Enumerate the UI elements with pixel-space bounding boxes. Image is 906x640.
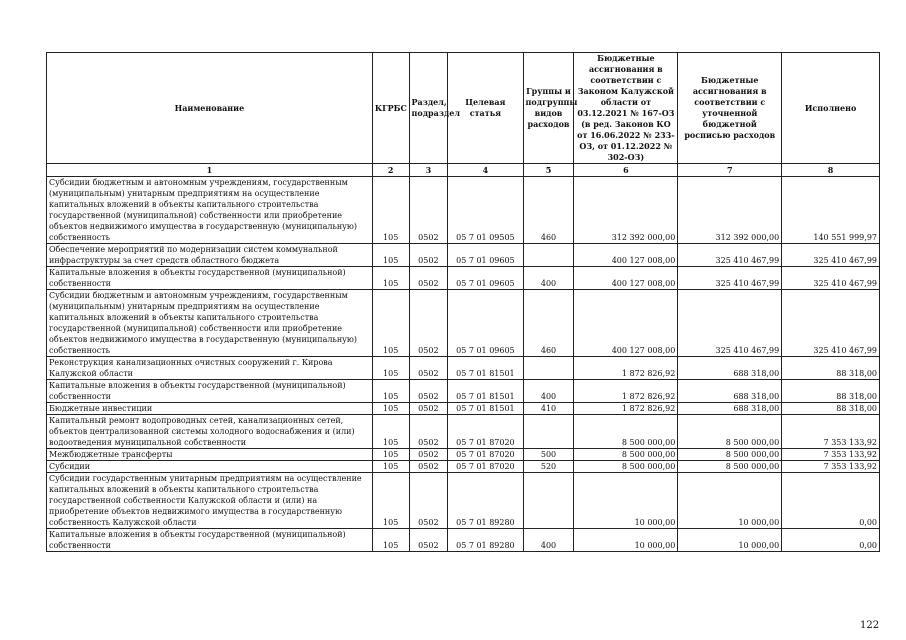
cell-section: 0502	[409, 357, 448, 380]
table-row	[47, 177, 880, 244]
table-row	[47, 449, 880, 461]
column-number: 2	[372, 164, 409, 177]
table-row	[47, 380, 880, 403]
cell-kgrbs: 105	[372, 473, 409, 529]
cell-executed: 325 410 467,99	[782, 290, 880, 357]
header-executed: Исполнено	[782, 53, 880, 164]
cell-section: 0502	[409, 267, 448, 290]
cell-revised: 8 500 000,00	[678, 415, 782, 449]
cell-executed: 325 410 467,99	[782, 267, 880, 290]
cell-name: Обеспечение мероприятий по модернизации систем коммунальной инфраструктуры за счет средств областного бюджета	[47, 244, 373, 267]
table-row	[47, 357, 880, 380]
cell-executed: 0,00	[782, 529, 880, 552]
cell-group	[523, 473, 574, 529]
header-name: Наименование	[47, 53, 373, 164]
cell-section: 0502	[409, 449, 448, 461]
cell-section: 0502	[409, 415, 448, 449]
cell-section: 0502	[409, 244, 448, 267]
cell-name: Бюджетные инвестиции	[47, 403, 373, 415]
cell-group: 400	[523, 267, 574, 290]
cell-revised: 8 500 000,00	[678, 461, 782, 473]
cell-law: 8 500 000,00	[574, 449, 678, 461]
cell-kgrbs: 105	[372, 529, 409, 552]
cell-group: 520	[523, 461, 574, 473]
cell-law: 8 500 000,00	[574, 461, 678, 473]
cell-revised: 688 318,00	[678, 403, 782, 415]
table-row	[47, 403, 880, 415]
cell-executed: 88 318,00	[782, 380, 880, 403]
cell-name: Капитальные вложения в объекты государственной (муниципальной) собственности	[47, 529, 373, 552]
cell-kgrbs: 105	[372, 403, 409, 415]
cell-kgrbs: 105	[372, 267, 409, 290]
cell-revised: 325 410 467,99	[678, 244, 782, 267]
cell-law: 10 000,00	[574, 473, 678, 529]
cell-target: 05 7 01 09605	[448, 267, 523, 290]
cell-revised: 10 000,00	[678, 529, 782, 552]
budget-table	[46, 52, 880, 552]
cell-group	[523, 415, 574, 449]
cell-law: 1 872 826,92	[574, 403, 678, 415]
cell-law: 1 872 826,92	[574, 380, 678, 403]
column-number: 6	[574, 164, 678, 177]
cell-group: 500	[523, 449, 574, 461]
cell-name: Капитальные вложения в объекты государственной (муниципальной) собственности	[47, 267, 373, 290]
cell-executed: 0,00	[782, 473, 880, 529]
cell-name: Реконструкция канализационных очистных сооружений г. Кирова Калужской области	[47, 357, 373, 380]
column-number: 3	[409, 164, 448, 177]
page-number: 122	[860, 620, 880, 631]
cell-target: 05 7 01 81501	[448, 403, 523, 415]
cell-kgrbs: 105	[372, 449, 409, 461]
cell-group	[523, 244, 574, 267]
cell-group: 400	[523, 380, 574, 403]
cell-section: 0502	[409, 473, 448, 529]
cell-group: 400	[523, 529, 574, 552]
cell-name: Субсидии государственным унитарным предприятиям на осуществление капитальных вложений в объекты капитального строительства государственной собственности Калужской области и (или) на приобретение объектов недвижимого имущества в государственную собственность Калужской области	[47, 473, 373, 529]
cell-target: 05 7 01 87020	[448, 415, 523, 449]
header-row	[47, 53, 880, 164]
cell-revised: 10 000,00	[678, 473, 782, 529]
column-number: 5	[523, 164, 574, 177]
cell-section: 0502	[409, 380, 448, 403]
cell-target: 05 7 01 89280	[448, 529, 523, 552]
table-row	[47, 244, 880, 267]
cell-kgrbs: 105	[372, 461, 409, 473]
cell-target: 05 7 01 87020	[448, 461, 523, 473]
header-revised: Бюджетные ассигнования в соответствии с уточненной бюджетной росписью расходов	[678, 53, 782, 164]
cell-executed: 88 318,00	[782, 357, 880, 380]
cell-executed: 7 353 133,92	[782, 461, 880, 473]
cell-section: 0502	[409, 529, 448, 552]
header-section: Раздел, подраздел	[409, 53, 448, 164]
cell-kgrbs: 105	[372, 244, 409, 267]
cell-law: 1 872 826,92	[574, 357, 678, 380]
table-row	[47, 461, 880, 473]
cell-executed: 7 353 133,92	[782, 449, 880, 461]
column-number: 4	[448, 164, 523, 177]
cell-law: 400 127 008,00	[574, 290, 678, 357]
cell-executed: 88 318,00	[782, 403, 880, 415]
cell-target: 05 7 01 89280	[448, 473, 523, 529]
header-kgrbs: КГРБС	[372, 53, 409, 164]
cell-group: 410	[523, 403, 574, 415]
cell-law: 400 127 008,00	[574, 267, 678, 290]
cell-executed: 7 353 133,92	[782, 415, 880, 449]
cell-target: 05 7 01 81501	[448, 380, 523, 403]
cell-target: 05 7 01 09505	[448, 177, 523, 244]
cell-law: 400 127 008,00	[574, 244, 678, 267]
table-row	[47, 473, 880, 529]
cell-target: 05 7 01 09605	[448, 290, 523, 357]
cell-group: 460	[523, 177, 574, 244]
cell-target: 05 7 01 87020	[448, 449, 523, 461]
cell-kgrbs: 105	[372, 415, 409, 449]
cell-kgrbs: 105	[372, 357, 409, 380]
table-row	[47, 267, 880, 290]
cell-group	[523, 357, 574, 380]
table-row	[47, 290, 880, 357]
cell-revised: 325 410 467,99	[678, 290, 782, 357]
cell-kgrbs: 105	[372, 290, 409, 357]
cell-section: 0502	[409, 177, 448, 244]
cell-name: Капитальные вложения в объекты государственной (муниципальной) собственности	[47, 380, 373, 403]
header-target: Целевая статья	[448, 53, 523, 164]
cell-target: 05 7 01 81501	[448, 357, 523, 380]
cell-revised: 8 500 000,00	[678, 449, 782, 461]
cell-executed: 140 551 999,97	[782, 177, 880, 244]
cell-law: 10 000,00	[574, 529, 678, 552]
cell-name: Межбюджетные трансферты	[47, 449, 373, 461]
cell-name: Субсидии бюджетным и автономным учреждениям, государственным (муниципальным) унитарным предприятиям на осуществление капитальных вложений в объекты капитального строительства государственной (муниципальной) собственности или приобретение объектов недвижимого имущества в государственную (муниципальную) собственность	[47, 177, 373, 244]
cell-name: Субсидии бюджетным и автономным учреждениям, государственным (муниципальным) унитарным предприятиям на осуществление капитальных вложений в объекты капитального строительства государственной (муниципальной) собственности или приобретение объектов недвижимого имущества в государственную (муниципальную) собственность	[47, 290, 373, 357]
cell-section: 0502	[409, 290, 448, 357]
cell-section: 0502	[409, 403, 448, 415]
cell-revised: 688 318,00	[678, 380, 782, 403]
table-row	[47, 415, 880, 449]
cell-kgrbs: 105	[372, 380, 409, 403]
cell-kgrbs: 105	[372, 177, 409, 244]
cell-name: Капитальный ремонт водопроводных сетей, канализационных сетей, объектов централизованной системы холодного водоснабжения и (или) водоотведения муниципальной собственности	[47, 415, 373, 449]
column-number-row	[47, 164, 880, 177]
cell-law: 312 392 000,00	[574, 177, 678, 244]
cell-executed: 325 410 467,99	[782, 244, 880, 267]
cell-target: 05 7 01 09605	[448, 244, 523, 267]
cell-law: 8 500 000,00	[574, 415, 678, 449]
cell-section: 0502	[409, 461, 448, 473]
column-number: 8	[782, 164, 880, 177]
column-number: 1	[47, 164, 373, 177]
column-number: 7	[678, 164, 782, 177]
cell-name: Субсидии	[47, 461, 373, 473]
cell-revised: 688 318,00	[678, 357, 782, 380]
table-row	[47, 529, 880, 552]
header-group: Группы и подгруппы видов расходов	[523, 53, 574, 164]
cell-group: 460	[523, 290, 574, 357]
cell-revised: 325 410 467,99	[678, 267, 782, 290]
header-law: Бюджетные ассигнования в соответствии с Законом Калужской области от 03.12.2021 № 167-ОЗ (в ред. Законов КО от 16.06.2022 № 233-ОЗ, от 01.12.2022 № 302-ОЗ)	[574, 53, 678, 164]
cell-revised: 312 392 000,00	[678, 177, 782, 244]
